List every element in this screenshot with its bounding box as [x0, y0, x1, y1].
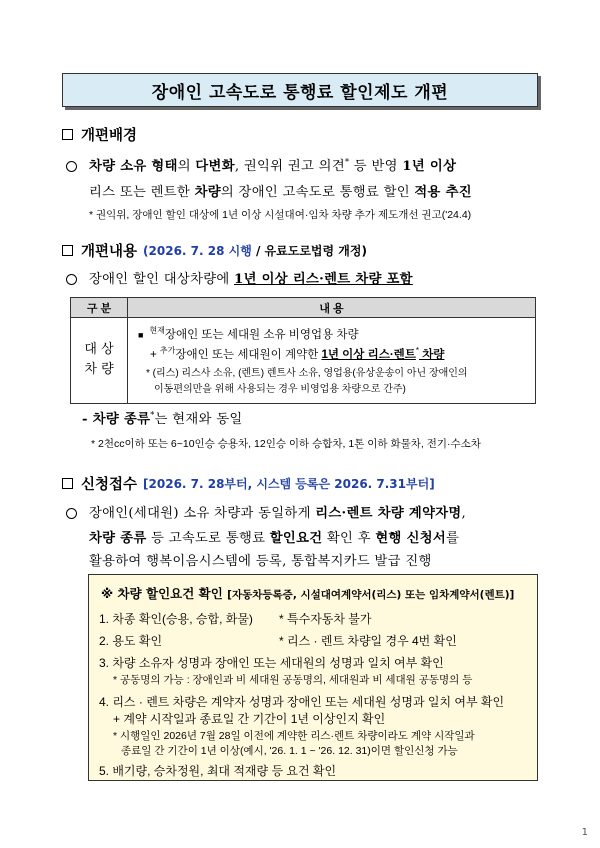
checklist-item-4-note-2: 종료일 간 기간이 1년 이상(예시, '26. 1. 1 ~ '26. 12. 31)이면 할인신청 가능: [121, 745, 458, 757]
sec2-line: [66, 268, 413, 287]
sec3-l2-d: 확인 후: [322, 531, 376, 546]
square-bullet-icon: [62, 129, 73, 140]
checklist-item-1: 1. 차종 확인(승용, 승합, 화물): [99, 612, 253, 626]
document-title-box: [62, 73, 538, 107]
vehicle-kind-note: * 2천cc이하 또는 6~10인승 승용차, 12인승 이하 승합차, 1톤 이하 화물차, 전기·수소차: [91, 438, 481, 450]
circle-bullet-icon: [66, 508, 77, 519]
table-category-line-1: 대 상: [84, 342, 114, 358]
table-added-sup: 추가: [159, 345, 176, 355]
table-square-bullet: ■: [138, 329, 144, 340]
sec1-l1-b: 의: [177, 159, 196, 174]
sec1-l1-a: 차량 소유 형태: [89, 159, 178, 174]
table-current-text: 장애인 또는 세대원 소유 비영업용 차량: [164, 328, 359, 341]
table-added-text-b: 1년 이상 리스·렌트: [321, 348, 416, 361]
square-bullet-icon: [62, 245, 73, 256]
checklist-item-1-note: * 특수자동차 불가: [279, 612, 372, 626]
document-title: 장애인 고속도로 통행료 할인제도 개편: [151, 82, 449, 103]
section-3-heading-text: 신청접수: [81, 477, 138, 493]
table-current-sup: 현재: [149, 326, 165, 335]
sec2-date: (2026. 7. 28 시행: [143, 244, 252, 258]
sec1-l1-e: 등 반영: [349, 159, 403, 174]
sec3-l2-a: 차량 종류: [89, 531, 147, 546]
square-bullet-icon: [62, 478, 73, 489]
checklist-title-docs: [자동차등록증, 시설대여계약서(리스) 또는 임차계약서(렌트)]: [227, 589, 515, 601]
circle-bullet-icon: [66, 274, 77, 285]
checklist-item-3: 3. 차량 소유자 성명과 장애인 또는 세대원의 성명과 일치 여부 확인: [99, 656, 444, 670]
sec1-line-2: [89, 181, 472, 200]
section-heading-background: [62, 124, 137, 145]
section-heading-application: [62, 473, 435, 494]
checklist-item-4-period: + 계약 시작일과 종료일 간 기간이 1년 이상인지 확인: [113, 712, 386, 726]
target-vehicle-table: [70, 297, 536, 404]
sec1-l1-d: , 권익위 권고 의견: [234, 159, 345, 174]
checklist-item-4-note-1: * 시행일인 2026년 7월 28일 이전에 계약한 리스·렌트 차량이라도 계약 시작일과: [113, 730, 475, 742]
sec3-date: [2026. 7. 28부터, 시스템 등록은 2026. 7.31부터]: [143, 477, 435, 491]
sec3-l2-b: 등 고속도로 통행료: [146, 531, 270, 546]
sec2-line-a: 장애인 할인 대상차량에: [89, 272, 235, 287]
sec3-l1-c: ,: [461, 506, 467, 521]
circle-bullet-icon: [66, 161, 77, 172]
sec2-line-b: 1년 이상 리스·렌트 차량 포함: [234, 272, 413, 287]
checklist-item-2: 2. 용도 확인: [99, 634, 163, 648]
table-header-content: 내 용: [128, 298, 536, 318]
sec1-note: * 권익위, 장애인 할인 대상에 1년 이상 시설대여·임차 차량 추가 제도개선 권고('24.4): [89, 209, 472, 221]
table-category-cell: [71, 318, 128, 404]
sec3-line-1: [66, 502, 466, 521]
table-content-cell: [128, 318, 536, 404]
sec3-l1-a: 장애인(세대원) 소유 차량과 동일하게: [89, 506, 316, 521]
table-header-category: 구 분: [71, 298, 128, 318]
sec3-l2-c: 할인요건: [269, 531, 323, 546]
checklist-item-2-note: * 리스 · 렌트 차량일 경우 4번 확인: [279, 634, 457, 648]
vehicle-kind-text: 는 현재와 동일: [154, 412, 243, 427]
sec1-l1-sup: *: [344, 157, 350, 167]
table-content-current: [138, 323, 527, 343]
vehicle-kind-line: [82, 408, 243, 427]
section-1-heading-text: 개편배경: [81, 128, 138, 144]
vehicle-kind-sup: *: [150, 410, 155, 420]
sec1-l2-a: 리스 또는 렌트한: [89, 185, 195, 200]
sec2-date-group: [143, 242, 367, 259]
checklist-title: [101, 584, 514, 602]
table-added-sup-2: *: [415, 345, 419, 355]
sec3-l2-e: 현행 신청서: [375, 531, 447, 546]
table-content-added: [138, 343, 527, 363]
discount-requirements-box: [88, 574, 538, 781]
table-note-line-2: 이동편의만을 위해 사용되는 경우 비영업용 차량으로 간주): [154, 383, 406, 395]
checklist-item-4: 4. 리스 · 렌트 차량은 계약자 성명과 장애인 또는 세대원 성명과 일치 여부 확인: [99, 695, 505, 709]
sec1-l1-c: 다변화: [195, 159, 235, 174]
table-row: [71, 318, 536, 404]
sec3-line-3: 활용하여 행복이음시스템에 등록, 통합복지카드 발급 진행: [89, 554, 432, 569]
sec1-l2-b: 차량: [194, 185, 221, 200]
vehicle-kind-label: - 차량 종류: [82, 412, 151, 427]
table-category-line-2: 차 량: [84, 362, 114, 378]
sec1-line-1: [66, 155, 456, 174]
table-added-text-a: 장애인 또는 세대원이 계약한: [175, 348, 322, 361]
sec1-l1-f: 1년 이상: [402, 159, 457, 174]
checklist-item-5: 5. 배기량, 승차정원, 최대 적재량 등 요건 확인: [99, 764, 337, 778]
sec3-line-2: [89, 527, 459, 546]
table-header-row: [71, 298, 536, 318]
checklist-title-main: ※ 차량 할인요건 확인: [101, 586, 223, 601]
sec3-l1-b: 리스·렌트 차량 계약자명: [315, 506, 462, 521]
sec2-rest: / 유료도로법령 개정): [251, 244, 367, 258]
table-note-line-1: * (리스) 리스사 소유, (렌트) 렌트사 소유, 영업용(유상운송이 아닌 장애인의: [146, 367, 468, 379]
section-2-heading-text: 개편내용: [81, 244, 138, 260]
table-added-text-c: 차량: [419, 348, 445, 361]
sec3-l2-f: 를: [446, 531, 460, 546]
sec1-l2-d: 적용 추진: [414, 185, 472, 200]
sec1-l2-c: 의 장애인 고속도로 통행료 할인: [220, 185, 415, 200]
table-plus: +: [150, 348, 157, 361]
checklist-item-3-note: * 공동명의 가능 : 장애인과 비 세대원 공동명의, 세대원과 비 세대원 공동명의 등: [113, 674, 473, 686]
section-heading-content: [62, 240, 367, 261]
page-number: 1: [581, 827, 588, 838]
